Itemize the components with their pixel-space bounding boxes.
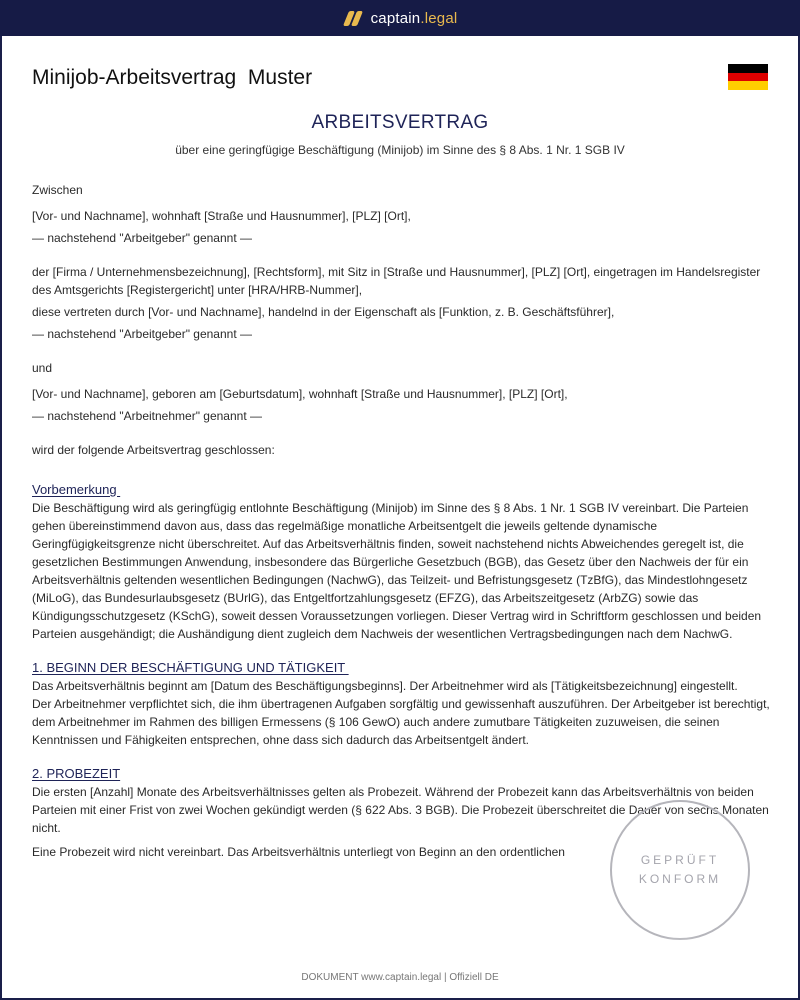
section-preamble-text: Die Beschäftigung wird als geringfügig entlohnte Beschäftigung (Minijob) im Sinne des § 8 Abs. 1 Nr. 1 SGB IV vereinbart. Die Parteien gehen übereinstimmend davon aus, dass das regelmäßige monatliche Arbeitsentgelt die jeweils geltende dynamische Geringfügigkeitsgrenze nicht überschreitet. Auf das Arbeitsverhältnis finden, soweit nachstehend nichts Abweichendes geregelt ist, die gesetzlichen Bestimmungen Anwendung, insbesondere das Bürgerliche Gesetzbuch (BGB), das Gesetz über den Nachweis der für ein Arbeitsverhältnis geltenden wesentlichen Bedingungen (NachwG), das Teilzeit- und Befristungsgesetz (TzBfG), das Mindestlohngesetz (MiLoG), das Bundesurlaubsgesetz (BUrlG), das Entgeltfortzahlungsgesetz (EFZG), das Arbeitszeitgesetz (ArbZG) sowie das Kündigungsschutzgesetz (KSchG), soweit dessen Voraussetzungen vorliegen. Dieser Vertrag wird in Schriftform geschlossen und beiden Parteien ausgehändigt; die Aushändigung dient zugleich dem Nachweis der wesentlichen Vertragsbedingungen nach dem NachwG. <box>32 501 762 641</box>
parties-intro: Zwischen <box>32 183 83 197</box>
section-1-title: 1. BEGINN DER BESCHÄFTIGUNG UND TÄTIGKEIT <box>32 660 349 675</box>
section-1-paragraph-1: Das Arbeitsverhältnis beginnt am [Datum des Beschäftigungsbeginns]. Der Arbeitnehmer wird als [Tätigkeitsbezeichnung] eingestellt. <box>32 679 738 693</box>
stamp-line-1: GEPRÜFT <box>640 853 720 867</box>
page-title: Minijob-Arbeitsvertrag Muster <box>32 66 313 89</box>
contract-heading: ARBEITSVERTRAG <box>311 112 489 133</box>
section-preamble-title: Vorbemerkung <box>32 482 121 497</box>
section-2-paragraph-1: Die ersten [Anzahl] Monate des Arbeitsverhältnisses gelten als Probezeit. Während der Probezeit kann das Arbeitsverhältnis von beiden Parteien mit einer Frist von zwei Wochen gekündigt werden (§ 622 Abs. 3 BGB). Die Probezeit überschreitet die Dauer von sechs Monaten nicht. <box>32 785 769 835</box>
section-2-title: 2. PROBEZEIT <box>32 766 121 781</box>
german-flag-icon[interactable] <box>728 64 768 90</box>
section-1-paragraph-2: Der Arbeitnehmer verpflichtet sich, die ihm übertragenen Aufgaben sorgfältig und gewissenhaft auszuführen. Der Arbeitgeber ist berechtigt, dem Arbeitnehmer im Rahmen des billigen Ermessens (§ 106 GewO) auch andere zumutbare Tätigkeiten zuzuweisen, die seinen Kenntnissen und Fähigkeiten entsprechen, ohne dass sich dadurch das Arbeitsentgelt ändert. <box>32 697 770 747</box>
employer1-role: — nachstehend "Arbeitgeber" genannt — <box>32 231 252 245</box>
brand-name: captain <box>370 9 421 27</box>
brand-logo-text[interactable] <box>371 10 458 27</box>
section-2-paragraph-2: Eine Probezeit wird nicht vereinbart. Das Arbeitsverhältnis unterliegt von Beginn an den ordentlichen <box>32 845 565 859</box>
captain-legal-logo-icon <box>343 9 363 27</box>
stamp-line-2: KONFORM <box>638 872 722 886</box>
page-footer: DOKUMENT www.captain.legal | Offiziell DE <box>301 972 499 983</box>
employer2-rep: diese vertreten durch [Vor- und Nachname], handelnd in der Eigenschaft als [Funktion, z. B. Geschäftsführer], <box>32 305 615 319</box>
document-page <box>2 36 798 998</box>
contract-body <box>32 181 772 861</box>
employee-line: [Vor- und Nachname], geboren am [Geburtsdatum], wohnhaft [Straße und Hausnummer], [PLZ] [Ort], <box>32 387 568 401</box>
parties-and: und <box>32 361 53 375</box>
employee-role: — nachstehend "Arbeitnehmer" genannt — <box>32 409 262 423</box>
brand-tld: .legal <box>420 9 458 27</box>
employer2-line: der [Firma / Unternehmensbezeichnung], [Rechtsform], mit Sitz in [Straße und Hausnummer], [PLZ] [Ort], eingetragen im Handelsregister des Amtsgerichts [Registergericht] unter [HRA/HRB-Nummer], <box>32 265 761 297</box>
employer1-line: [Vor- und Nachname], wohnhaft [Straße und Hausnummer], [PLZ] [Ort], <box>32 209 411 223</box>
top-bar <box>0 0 800 36</box>
employer2-role: — nachstehend "Arbeitgeber" genannt — <box>32 327 252 341</box>
parties-closing: wird der folgende Arbeitsvertrag geschlossen: <box>32 443 275 457</box>
contract-subheading: über eine geringfügige Beschäftigung (Minijob) im Sinne des § 8 Abs. 1 Nr. 1 SGB IV <box>175 143 625 157</box>
